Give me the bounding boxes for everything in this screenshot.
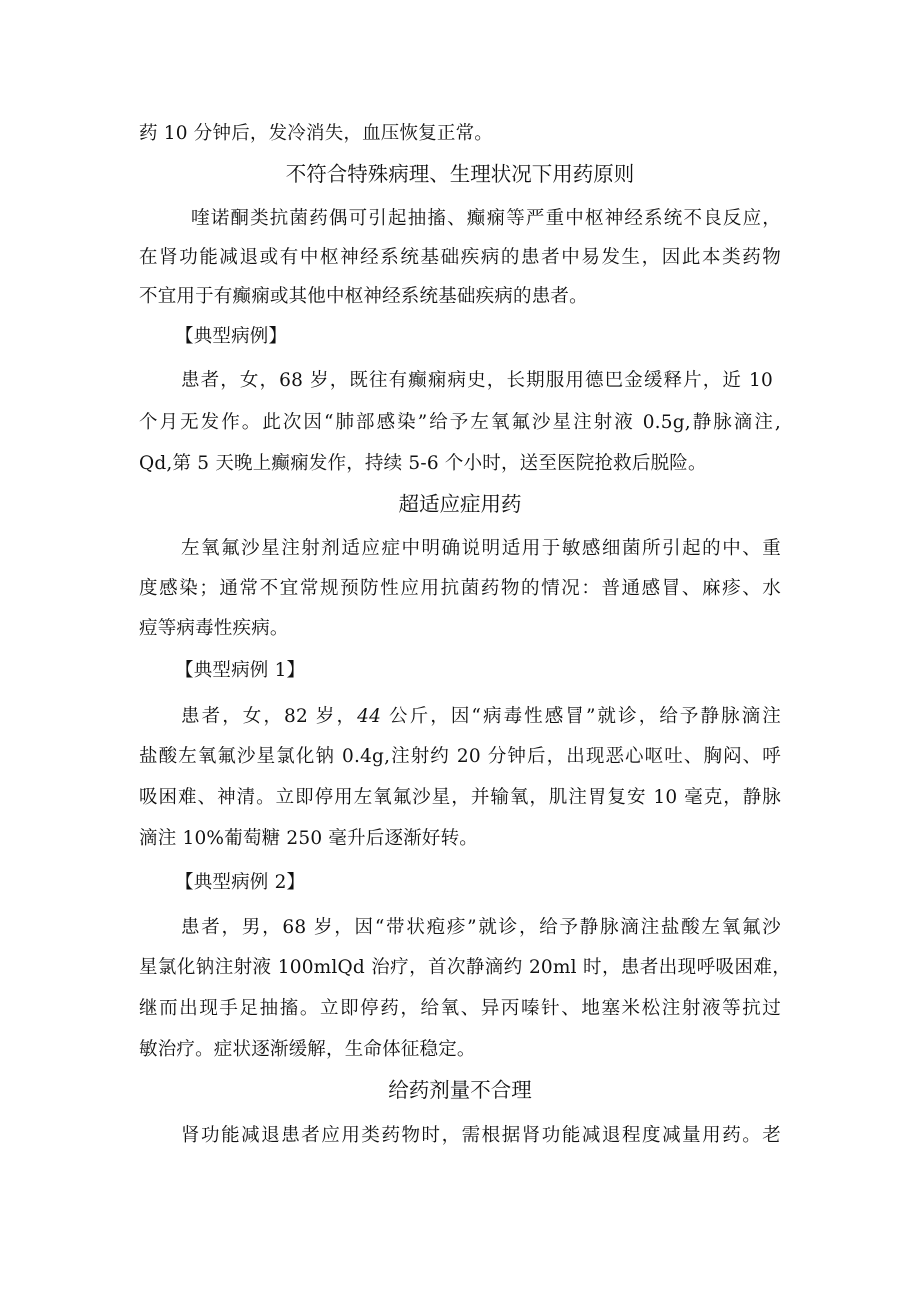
body-text-line: 肾功能减退患者应用类药物时，需根据肾功能减退程度减量用药。老 [181,1125,781,1146]
body-text-line: 个月无发作。此次因“肺部感染”给予左氧氟沙星注射液 0.5g,静脉滴注, [139,412,781,433]
body-text-line: 药 10 分钟后，发冷消失，血压恢复正常。 [139,123,494,144]
body-text-line: 滴注 10%葡萄糖 250 毫升后逐渐好转。 [139,828,478,849]
case-text-segment: 患者，女，82 岁， [181,706,358,727]
body-text-line: 盐酸左氧氟沙星氯化钠 0.4g,注射约 20 分钟后，出现恶心呕吐、胸闷、呼 [139,746,781,767]
body-text-line: 患者，男，68 岁，因“带状疱疹”就诊，给予静脉滴注盐酸左氧氟沙 [181,917,781,938]
case-text-segment: 公斤，因“病毒性感冒”就诊，给予静脉滴注 [381,706,782,727]
case-label: 【典型病例】 [175,326,288,347]
body-text-line: Qd,第 5 天晚上癫痫发作，持续 5-6 个小时，送至医院抢救后脱险。 [139,453,707,474]
body-text-line: 度感染；通常不宜常规预防性应用抗菌药物的情况：普通感冒、麻疹、水 [139,578,781,599]
body-text-line: 喹诺酮类抗菌药偶可引起抽搐、癫痫等严重中枢神经系统不良反应， [191,208,781,229]
body-text-line: 吸困难、神清。立即停用左氧氟沙星，并输氧，肌注胃复安 10 毫克，静脉 [139,787,781,808]
case-label: 【典型病例 1】 [175,660,306,681]
body-text-line: 在肾功能减退或有中枢神经系统基础疾病的患者中易发生，因此本类药物 [139,247,781,268]
case-label: 【典型病例 2】 [175,872,306,893]
body-text-line: 左氧氟沙星注射剂适应症中明确说明适用于敏感细菌所引起的中、重 [181,538,781,559]
section-heading: 超适应症用药 [398,492,522,516]
section-heading: 给药剂量不合理 [388,1078,532,1102]
body-text-line: 星氯化钠注射液 100mlQd 治疗，首次静滴约 20ml 时，患者出现呼吸困难， [139,957,791,978]
body-text-line: 不宜用于有癫痫或其他中枢神经系统基础疾病的患者。 [139,286,588,307]
body-text-line [181,704,781,730]
body-text-line: 痘等病毒性疾病。 [139,618,289,639]
body-text-line: 敏治疗。症状逐渐缓解，生命体征稳定。 [139,1039,476,1060]
body-text-line: 继而出现手足抽搐。立即停药，给氧、异丙嗪针、地塞米松注射液等抗过 [139,998,781,1019]
weight-value: 44 [357,706,382,727]
body-text-line: 患者，女，68 岁，既往有癫痫病史，长期服用德巴金缓释片，近 10 [181,370,773,391]
section-heading: 不符合特殊病理、生理状况下用药原则 [285,162,635,186]
